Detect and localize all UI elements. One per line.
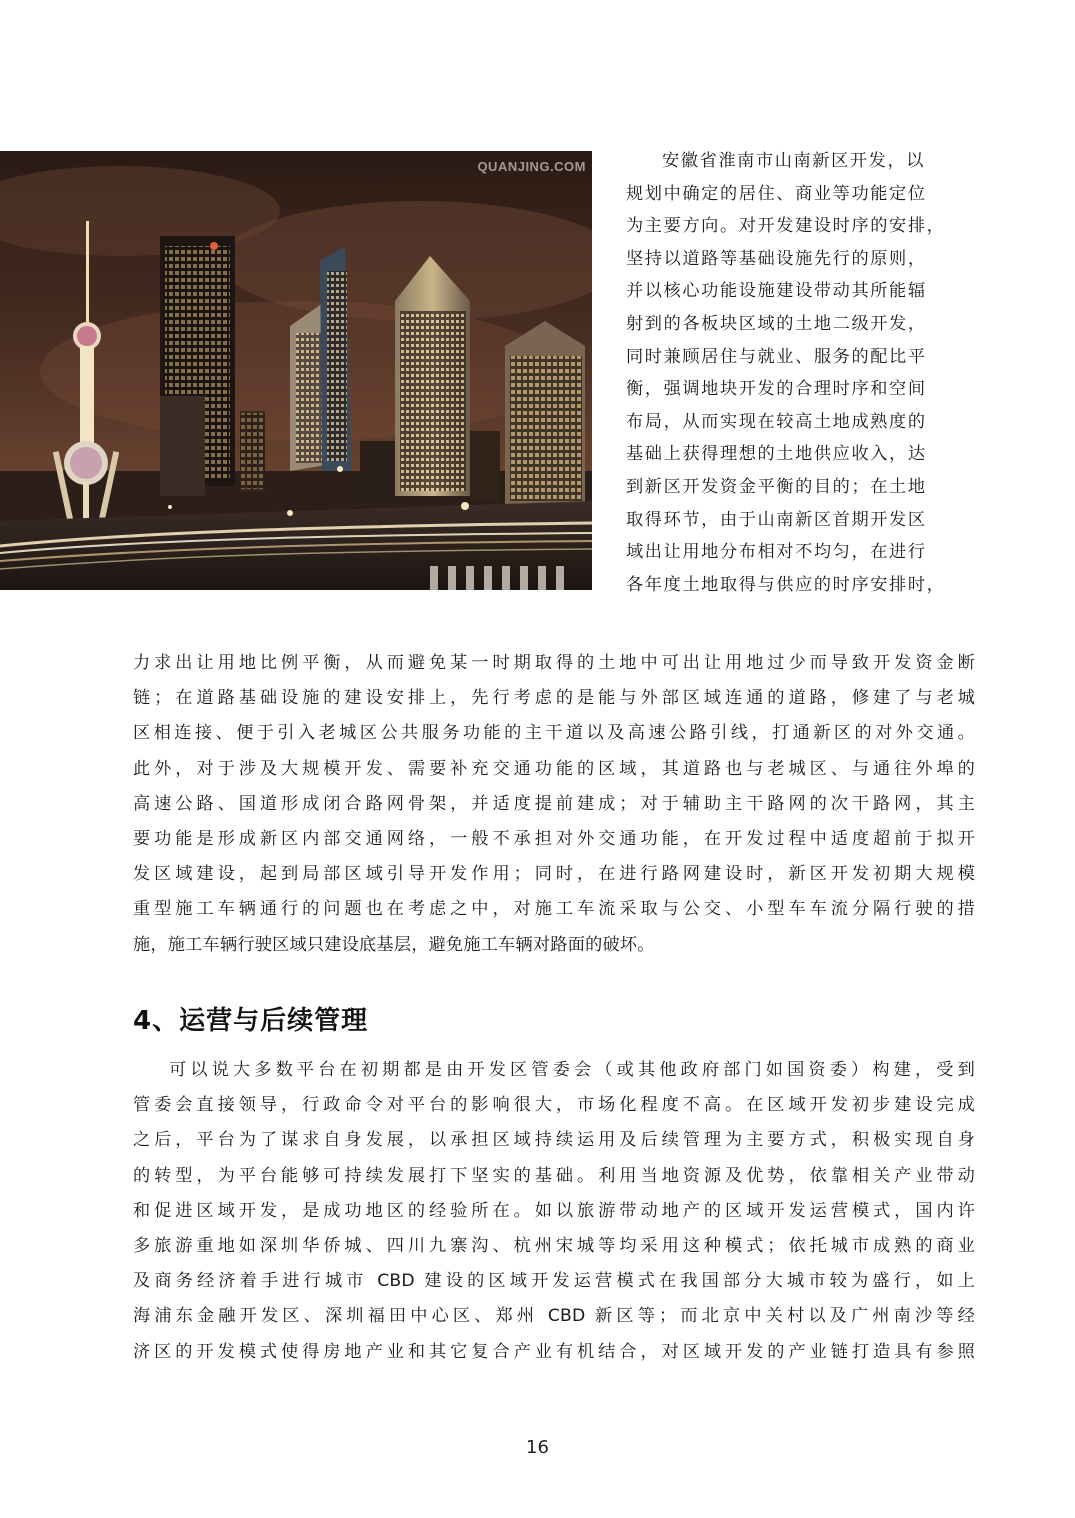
text-line: 安徽省淮南市山南新区开发，以 (662, 151, 926, 171)
text-line: 链；在道路基础设施的建设安排上，先行考虑的是能与外部区域连通的道路，修建了与老城 (133, 688, 975, 709)
text-line: 和促进区域开发，是成功地区的经验所在。如以旅游带动地产的区域开发运营模式，国内许 (133, 1200, 975, 1221)
text-line: 规划中确定的居住、商业等功能定位 (626, 183, 927, 204)
text-line: 为主要方向。对开发建设时序的安排， (626, 216, 946, 237)
text-line: 管委会直接领导，行政命令对平台的影响很大，市场化程度不高。在区域开发初步建设完成 (133, 1095, 975, 1116)
text-line: 可以说大多数平台在初期都是由开发区管委会（或其他政府部门如国资委）构建，受到 (169, 1060, 975, 1080)
text-line: 重型施工车辆通行的问题也在考虑之中，对施工车流采取与公交、小型车车流分隔行驶的措 (133, 899, 975, 920)
text-line: 多旅游重地如深圳华侨城、四川九寨沟、杭州宋城等均采用这种模式；依托城市成熟的商业 (133, 1235, 975, 1256)
text-line: 衡，强调地块开发的合理时序和空间 (626, 379, 927, 400)
text-line: 高速公路、国道形成闭合路网骨架，并适度提前建成；对于辅助主干路网的次干路网，其主 (133, 793, 975, 814)
text-line: 及商务经济着手进行城市 CBD 建设的区域开发运营模式在我国部分大城市较为盛行，如上 (133, 1271, 975, 1292)
text-line: 同时兼顾居住与就业、服务的配比平 (626, 346, 927, 367)
page-number: 16 (526, 1437, 549, 1458)
text-line: 基础上获得理想的土地供应收入，达 (626, 444, 927, 465)
text-line: 的转型，为平台能够可持续发展打下坚实的基础。利用当地资源及优势，依靠相关产业带动 (133, 1165, 975, 1186)
text-line: 布局，从而实现在较高土地成熟度的 (626, 411, 927, 432)
side-paragraph (626, 145, 974, 601)
text-line: 坚持以道路等基础设施先行的原则， (626, 248, 927, 269)
continued-paragraph (133, 646, 975, 963)
text-line: 并以核心功能设施建设带动其所能辐 (626, 281, 927, 302)
text-line: 区相连接、便于引入老城区公共服务功能的主干道以及高速公路引线，打通新区的对外交通。 (133, 723, 975, 744)
section-heading: 4、运营与后续管理 (133, 1006, 369, 1036)
text-line: 域出让用地分布相对不均匀，在进行 (626, 542, 927, 563)
text-line: 取得环节，由于山南新区首期开发区 (626, 509, 927, 530)
photo-watermark: QUANJING.COM (477, 159, 586, 174)
text-line: 之后，平台为了谋求自身发展，以承担区域持续运用及后续管理为主要方式，积极实现自身 (133, 1130, 975, 1151)
text-line: 济区的开发模式使得房地产业和其它复合产业有机结合，对区域开发的产业链打造具有参照 (133, 1341, 975, 1362)
text-line: 力求出让用地比例平衡，从而避免某一时期取得的土地中可出让用地过少而导致开发资金断 (133, 653, 975, 673)
text-line: 到新区开发资金平衡的目的；在土地 (626, 476, 927, 497)
section-paragraph (133, 1053, 975, 1370)
text-line: 施，施工车辆行驶区域只建设底基层，避免施工车辆对路面的破坏。 (133, 934, 655, 955)
text-line: 发区域建设，起到局部区域引导开发作用；同时，在进行路网建设时，新区开发初期大规模 (133, 864, 975, 885)
text-line: 海浦东金融开发区、深圳福田中心区、郑州 CBD 新区等；而北京中关村以及广州南沙等经 (133, 1306, 975, 1327)
text-line: 射到的各板块区域的土地二级开发， (626, 313, 927, 334)
text-line: 此外，对于涉及大规模开发、需要补充交通功能的区域，其道路也与老城区、与通往外埠的 (133, 758, 975, 779)
text-line: 要功能是形成新区内部交通网络，一般不承担对外交通功能，在开发过程中适度超前于拟开 (133, 828, 975, 849)
text-line: 各年度土地取得与供应的时序安排时， (626, 574, 946, 595)
city-night-skyline-image (0, 151, 592, 590)
